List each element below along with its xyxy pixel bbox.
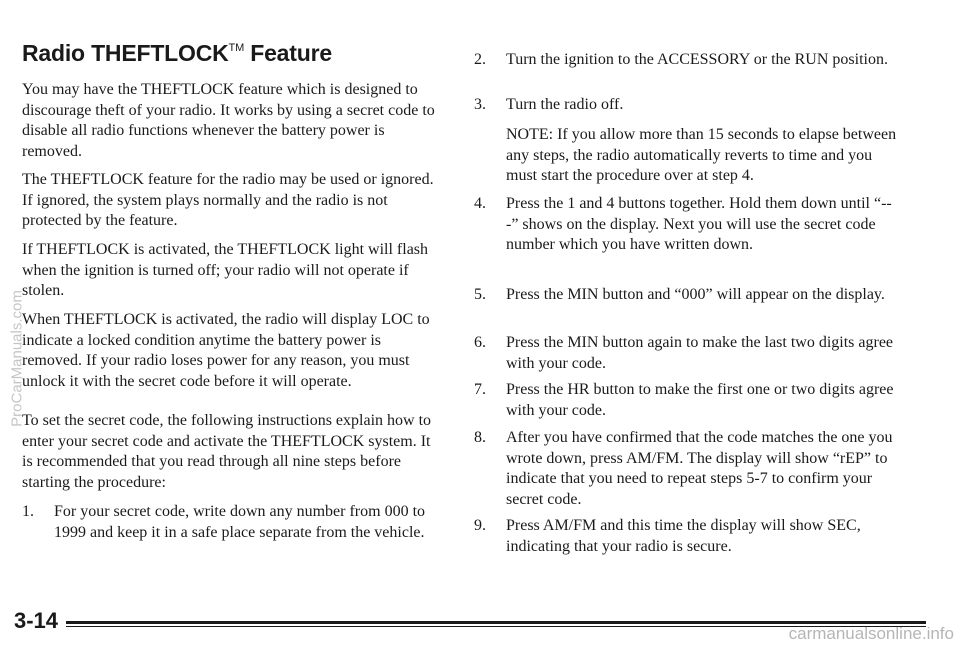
step-text: Press AM/FM and this time the display will show SEC, indicating that your radio is secure.: [506, 517, 861, 555]
step-number: 2.: [474, 51, 486, 68]
side-watermark: ProCarManuals.com: [8, 290, 26, 427]
step-text: Press the MIN button and “000” will appear on the display.: [506, 286, 885, 303]
step-6: [474, 333, 904, 375]
heading-title: Radio THEFTLOCK: [22, 40, 229, 66]
step-number: 9.: [474, 517, 486, 534]
step-2: [474, 50, 904, 92]
step-7: [474, 380, 904, 422]
page-number: 3-14: [14, 608, 59, 633]
step-1: [22, 502, 440, 564]
step-text: Press the 1 and 4 buttons together. Hold them down until “---” shows on the display. Next you will use the secret code number which you have written down.: [506, 195, 892, 253]
step-8: [474, 428, 904, 512]
step-number: 6.: [474, 334, 486, 351]
step-text: Turn the radio off.: [506, 96, 624, 113]
note-text: NOTE: If you allow more than 15 seconds to elapse between any steps, the radio automatically reverts to time and you must start the procedure over at step 4.: [506, 126, 897, 184]
paragraph-activated: If THEFTLOCK is activated, the THEFTLOCK light will flash when the ignition is turned off; your radio will not operate if stolen.: [22, 241, 429, 299]
step-3: [474, 95, 904, 117]
bottom-watermark: carmanualsonline.info: [788, 624, 954, 643]
step-text: After you have confirmed that the code matches the one you wrote down, press AM/FM. The display will show “rEP” to indicate that you need to repeat steps 5-7 to confirm your secret code.: [506, 429, 893, 508]
step-number: 1.: [22, 503, 34, 520]
heading-suffix: Feature: [250, 40, 332, 66]
paragraph-optional: The THEFTLOCK feature for the radio may be used or ignored. If ignored, the system plays normally and the radio is not protected by the feature.: [22, 171, 434, 229]
trademark-symbol: TM: [228, 42, 245, 54]
step-text: Press the MIN button again to make the last two digits agree with your code.: [506, 334, 894, 372]
section-heading: [22, 40, 332, 67]
step-9: [474, 516, 904, 558]
step-text: For your secret code, write down any number from 000 to 1999 and keep it in a safe place separate from the vehicle.: [54, 503, 426, 541]
step-number: 8.: [474, 429, 486, 446]
step-4: [474, 194, 904, 278]
step-number: 3.: [474, 96, 486, 113]
step-number: 7.: [474, 381, 486, 398]
step-text: Press the HR button to make the first one or two digits agree with your code.: [506, 381, 894, 419]
step-number: 4.: [474, 195, 486, 212]
step-5: [474, 285, 904, 327]
note: [474, 125, 904, 187]
paragraph-loc: When THEFTLOCK is activated, the radio will display LOC to indicate a locked condition anytime the battery power is removed. If your radio loses power for any reason, you must unlock it with the secret code before it will operate.: [22, 311, 430, 390]
step-number: 5.: [474, 286, 486, 303]
step-text: Turn the ignition to the ACCESSORY or the RUN position.: [506, 51, 888, 68]
paragraph-intro: You may have the THEFTLOCK feature which is designed to discourage theft of your radio. It works by using a secret code to disable all radio functions whenever the battery power is removed.: [22, 81, 435, 160]
paragraph-setup: To set the secret code, the following instructions explain how to enter your secret code and activate the THEFTLOCK system. It is recommended that you read through all nine steps before starting the procedure:: [22, 412, 432, 491]
